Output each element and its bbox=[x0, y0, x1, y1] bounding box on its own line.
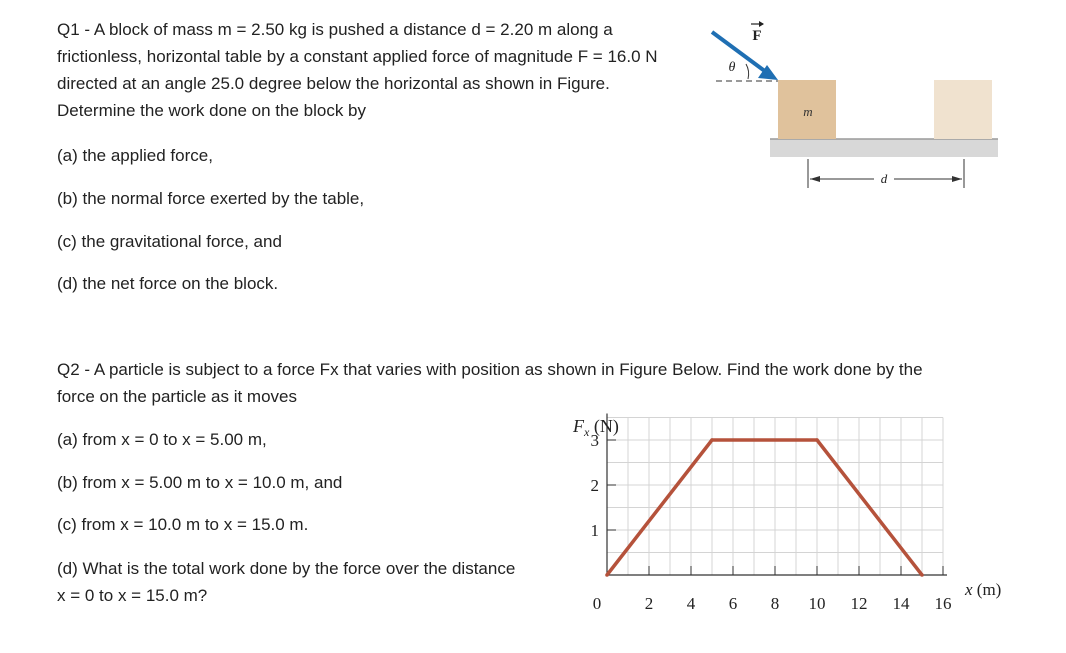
x-tick-label: 4 bbox=[686, 594, 696, 613]
x-tick-label: 14 bbox=[892, 594, 910, 613]
force-label: F bbox=[752, 28, 762, 44]
q1-part-b: (b) the normal force exerted by the table, bbox=[57, 189, 365, 208]
y-tick-label: 1 bbox=[590, 521, 599, 540]
x-tick-label: 8 bbox=[770, 594, 780, 613]
series-point bbox=[815, 438, 819, 442]
q1-part-a: (a) the applied force, bbox=[57, 146, 213, 165]
x-axis-label: x (m) bbox=[965, 580, 1002, 599]
series-point bbox=[710, 438, 714, 442]
x-tick-label: 6 bbox=[728, 594, 738, 613]
force-position-chart bbox=[540, 400, 1040, 640]
q1-intro: Q1 - A block of mass m = 2.50 kg is pushed a distance d = 2.20 m along a frictionless, horizontal table by a constant applied force of magnitude F = 16.0 N directed at an angle 25.0 degree below the horizontal as shown in Figure. Determine the work done on the block by bbox=[57, 20, 658, 120]
distance-label: d bbox=[880, 171, 888, 186]
angle-label: θ bbox=[728, 60, 736, 75]
q1-part-c: (c) the gravitational force, and bbox=[57, 232, 282, 251]
x-tick-label: 0 bbox=[592, 594, 602, 613]
q2-intro: Q2 - A particle is subject to a force Fx that varies with position as shown in Figure Below. Find the work done by the force on the particle as it moves bbox=[57, 360, 923, 406]
mass-label: m bbox=[803, 104, 813, 119]
q2-part-c: (c) from x = 10.0 m to x = 15.0 m. bbox=[57, 515, 309, 534]
x-tick-label: 16 bbox=[934, 594, 952, 613]
y-axis-label: $F_x$ (N) bbox=[573, 416, 619, 439]
q2-part-a: (a) from x = 0 to x = 5.00 m, bbox=[57, 430, 267, 449]
q1-part-d: (d) the net force on the block. bbox=[57, 274, 279, 293]
q2-part-b: (b) from x = 5.00 m to x = 10.0 m, and bbox=[57, 473, 343, 492]
x-tick-label: 10 bbox=[808, 594, 826, 613]
series-point bbox=[920, 573, 924, 577]
x-tick-label: 2 bbox=[644, 594, 654, 613]
y-tick-label: 2 bbox=[590, 476, 599, 495]
y-tick-label: 3 bbox=[590, 431, 599, 450]
q1-figure bbox=[700, 14, 1000, 194]
table-surface bbox=[770, 139, 998, 157]
x-tick-label: 12 bbox=[850, 594, 868, 613]
block-ghost bbox=[934, 80, 992, 139]
q2-part-d: (d) What is the total work done by the force over the distance x = 0 to x = 15.0 m? bbox=[57, 559, 516, 605]
series-point bbox=[605, 573, 609, 577]
